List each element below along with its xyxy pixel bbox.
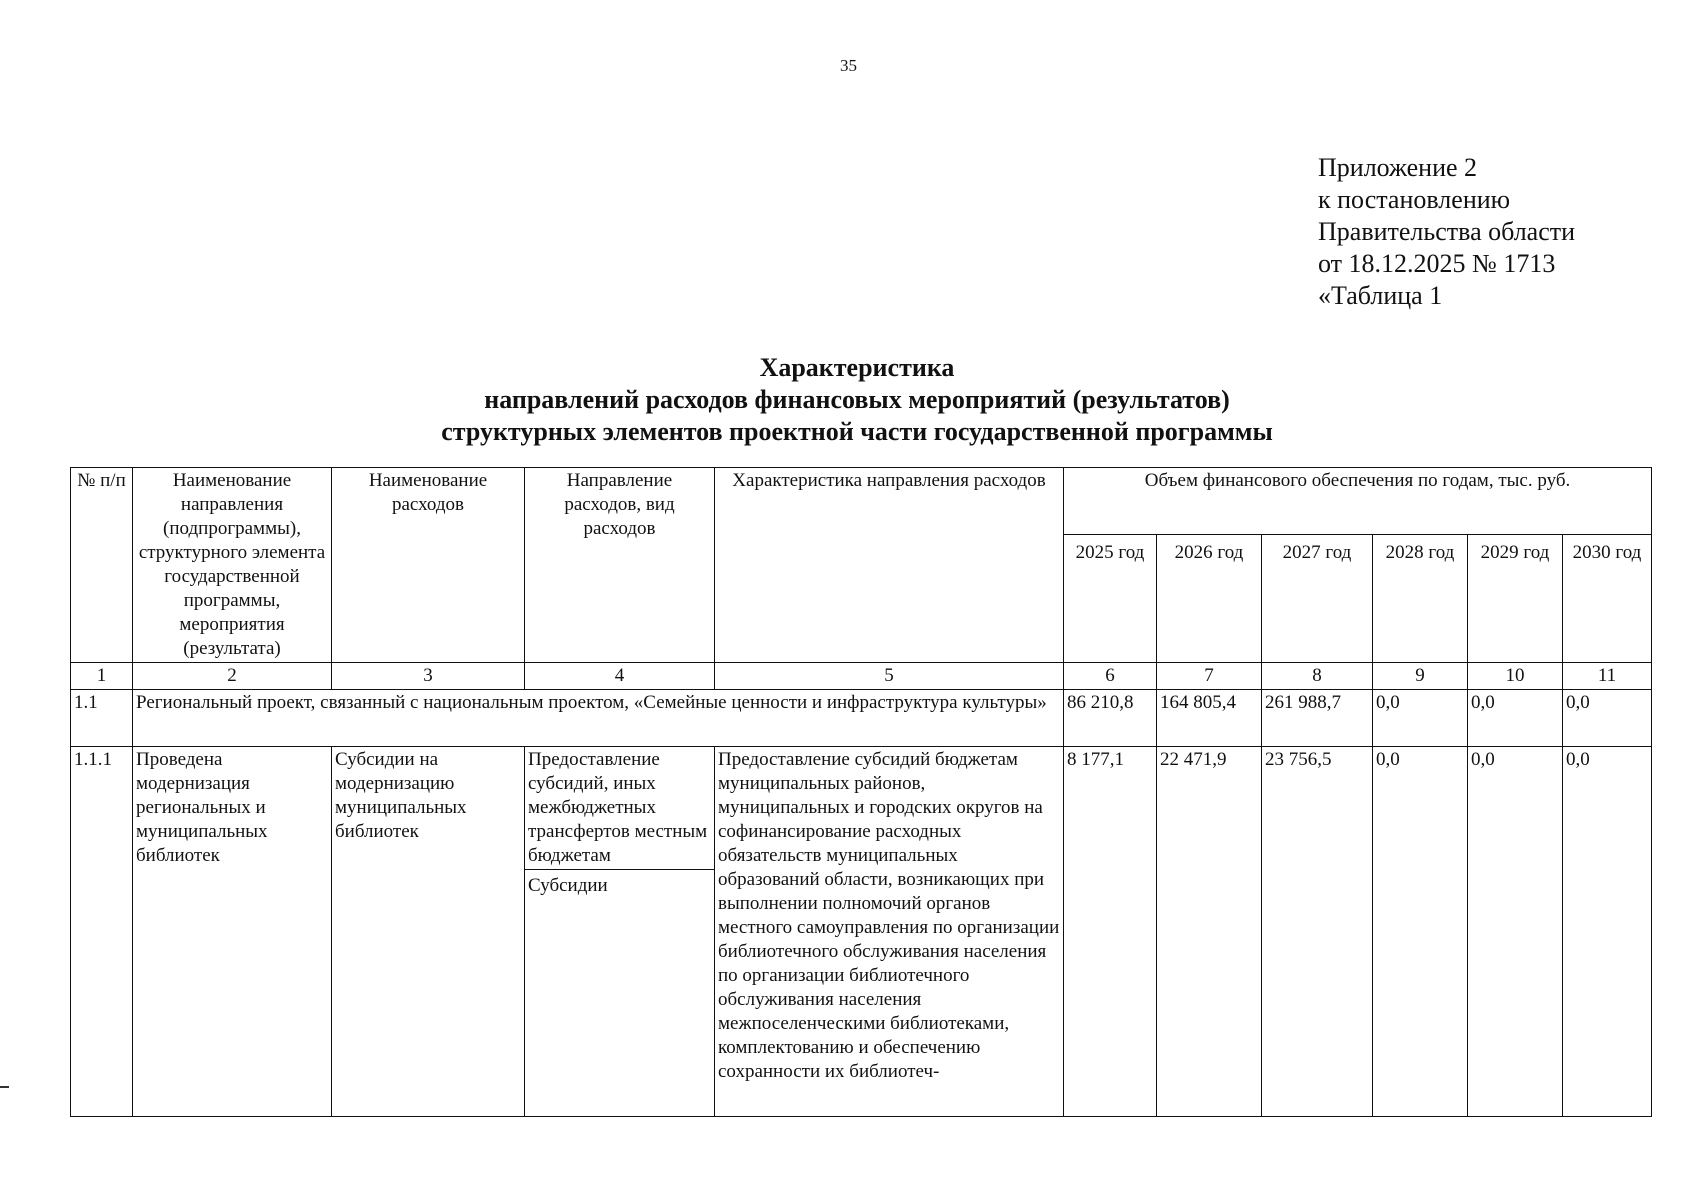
row-num: 1.1.1 (71, 747, 133, 1117)
column-number: 11 (1563, 663, 1652, 690)
page-number: 35 (840, 56, 857, 75)
header-year: 2030 год (1563, 535, 1652, 663)
header-characteristic: Характеристика направления расходов (715, 468, 1064, 663)
row-direction-cell (525, 747, 715, 1117)
appendix-line: к постановлению (1318, 185, 1511, 214)
header-direction: Направление расходов, вид расходов (525, 468, 715, 663)
financing-table (70, 467, 1652, 1117)
header-year: 2027 год (1262, 535, 1373, 663)
row-direction: Предоставление субсидий, иных межбюджетных трансфертов местным бюджетам (525, 747, 714, 870)
column-number: 6 (1064, 663, 1157, 690)
header-name: Наименование направления (подпрограммы), структурного элемента государственной программы, мероприятия (результата) (133, 468, 332, 663)
title-line: структурных элементов проектной части государственной программы (441, 417, 1273, 446)
row-value: 22 471,9 (1157, 747, 1262, 1117)
table-row (71, 747, 1652, 1117)
row-project-name: Региональный проект, связанный с национальным проектом, «Семейные ценности и инфраструктура культуры» (133, 690, 1064, 747)
header-expense-name: Наименование расходов (332, 468, 525, 663)
row-value: 86 210,8 (1064, 690, 1157, 747)
header-year: 2025 год (1064, 535, 1157, 663)
appendix-line: Правительства области (1318, 217, 1576, 246)
row-value: 0,0 (1468, 690, 1563, 747)
document-title (0, 352, 1697, 448)
column-number: 3 (332, 663, 525, 690)
header-volume: Объем финансового обеспечения по годам, тыс. руб. (1064, 468, 1652, 535)
row-value: 0,0 (1468, 747, 1563, 1117)
row-name: Проведена модернизация региональных и муниципальных библиотек (133, 747, 332, 1117)
row-expense-name: Субсидии на модернизацию муниципальных библиотек (332, 747, 525, 1117)
row-value: 0,0 (1563, 690, 1652, 747)
title-line: направлений расходов финансовых мероприятий (результатов) (484, 385, 1230, 414)
row-value: 23 756,5 (1262, 747, 1373, 1117)
column-numbers-row (71, 663, 1652, 690)
header-year: 2029 год (1468, 535, 1563, 663)
row-value: 164 805,4 (1157, 690, 1262, 747)
row-value: 0,0 (1373, 747, 1468, 1117)
column-number: 2 (133, 663, 332, 690)
row-value: 8 177,1 (1064, 747, 1157, 1117)
title-line: Характеристика (759, 353, 955, 382)
row-characteristic: Предоставление субсидий бюджетам муниципальных районов, муниципальных и городских округов на софинансирование расходных обязательств муниципальных образований области, возникающих при выполнении полномочий органов местного самоуправления по организации библиотечного обслуживания населения по организации библиотечного обслуживания населения межпоселенческими библиотеками, комплектованию и обеспечению сохранности их библиотеч- (715, 747, 1064, 1117)
table-row (71, 690, 1652, 747)
column-number: 5 (715, 663, 1064, 690)
margin-mark (0, 1086, 9, 1088)
row-value: 0,0 (1563, 747, 1652, 1117)
row-num: 1.1 (71, 690, 133, 747)
appendix-line: «Таблица 1 (1318, 281, 1443, 310)
header-num: № п/п (71, 468, 133, 663)
column-number: 7 (1157, 663, 1262, 690)
header-year: 2028 год (1373, 535, 1468, 663)
column-number: 9 (1373, 663, 1468, 690)
row-value: 261 988,7 (1262, 690, 1373, 747)
header-year: 2026 год (1157, 535, 1262, 663)
appendix-block (1318, 152, 1575, 312)
column-number: 1 (71, 663, 133, 690)
appendix-line: от 18.12.2025 № 1713 (1318, 249, 1556, 278)
column-number: 4 (525, 663, 715, 690)
row-value: 0,0 (1373, 690, 1468, 747)
column-number: 10 (1468, 663, 1563, 690)
column-number: 8 (1262, 663, 1373, 690)
appendix-line: Приложение 2 (1318, 153, 1478, 182)
row-direction-type: Субсидии (528, 875, 608, 896)
